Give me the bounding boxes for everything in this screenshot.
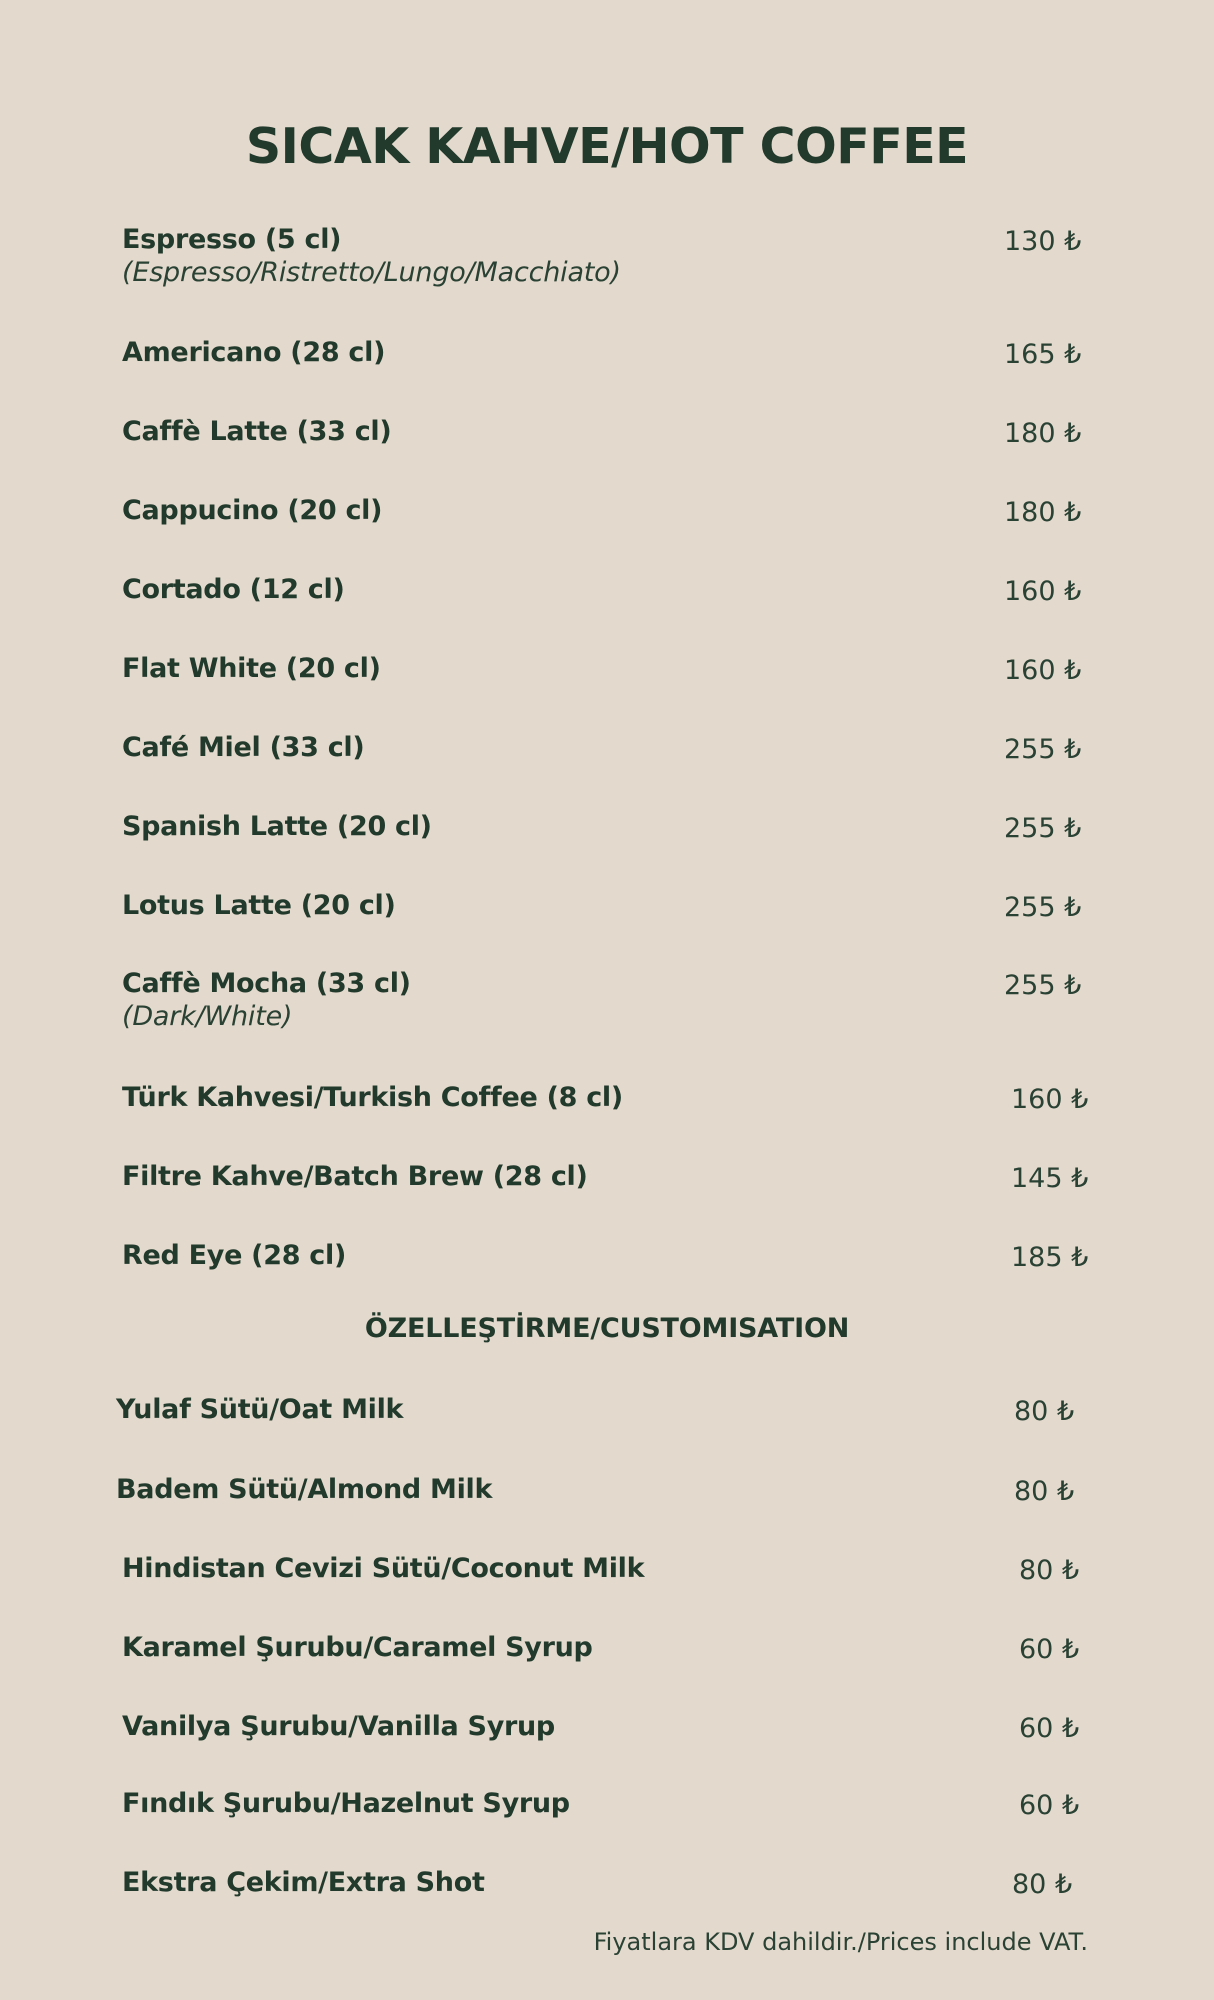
menu-item-caffe-mocha	[122, 968, 1082, 1034]
customisation-item-caramel-syrup	[122, 1632, 1082, 1664]
item-price: 255 ₺	[1004, 970, 1082, 1001]
item-name: Cortado (12 cl)	[122, 574, 345, 605]
menu-item-cafe-miel	[122, 732, 1082, 764]
item-price: 185 ₺	[1011, 1242, 1089, 1273]
item-name: Café Miel (33 cl)	[122, 732, 365, 763]
item-name: Hindistan Cevizi Sütü/Coconut Milk	[122, 1553, 645, 1584]
item-price: 60 ₺	[1019, 1790, 1080, 1821]
item-name: Lotus Latte (20 cl)	[122, 890, 396, 921]
menu-item-cappucino	[122, 495, 1082, 527]
item-price: 80 ₺	[1012, 1869, 1073, 1900]
item-name: Badem Sütü/Almond Milk	[116, 1474, 493, 1505]
customisation-item-coconut-milk	[122, 1553, 1082, 1585]
item-price: 255 ₺	[1004, 813, 1082, 844]
item-name: Espresso (5 cl)	[122, 224, 342, 255]
menu-item-flat-white	[122, 653, 1082, 685]
item-name: Karamel Şurubu/Caramel Syrup	[122, 1632, 593, 1663]
item-name: Filtre Kahve/Batch Brew (28 cl)	[122, 1161, 588, 1192]
item-price: 80 ₺	[1014, 1476, 1075, 1507]
item-price: 130 ₺	[1004, 226, 1082, 257]
item-price: 255 ₺	[1004, 734, 1082, 765]
menu-title: SICAK KAHVE/HOT COFFEE	[245, 118, 969, 175]
item-price: 160 ₺	[1004, 576, 1082, 607]
menu-item-espresso	[122, 224, 1082, 290]
item-price: 80 ₺	[1019, 1555, 1080, 1586]
item-variants: (Dark/White)	[122, 1001, 293, 1032]
item-name: Caffè Mocha (33 cl)	[122, 968, 411, 999]
menu-item-batch-brew	[122, 1161, 1089, 1194]
item-name: Flat White (20 cl)	[122, 653, 381, 684]
item-price: 180 ₺	[1004, 497, 1082, 528]
item-variants: (Espresso/Ristretto/Lungo/Macchiato)	[122, 257, 621, 288]
item-price: 255 ₺	[1004, 892, 1082, 923]
item-price: 160 ₺	[1004, 655, 1082, 686]
menu-item-lotus-latte	[122, 890, 1082, 922]
item-name: Yulaf Sütü/Oat Milk	[116, 1394, 404, 1425]
item-price: 60 ₺	[1019, 1713, 1080, 1744]
item-name: Türk Kahvesi/Turkish Coffee (8 cl)	[122, 1082, 623, 1113]
item-name: Caffè Latte (33 cl)	[122, 416, 392, 447]
item-name: Red Eye (28 cl)	[122, 1240, 346, 1271]
item-name: Americano (28 cl)	[122, 337, 386, 368]
menu-item-americano	[122, 337, 1082, 369]
vat-footnote: Fiyatlara KDV dahildir./Prices include VAT.	[593, 1928, 1088, 1956]
menu-item-cortado	[122, 574, 1082, 606]
customisation-item-hazelnut-syrup	[122, 1788, 1082, 1820]
customisation-item-oat-milk	[116, 1394, 1076, 1426]
customisation-heading: ÖZELLEŞTİRME/CUSTOMISATION	[364, 1313, 850, 1344]
menu-item-turkish-coffee	[122, 1082, 1089, 1115]
item-name: Ekstra Çekim/Extra Shot	[122, 1867, 485, 1898]
item-name: Spanish Latte (20 cl)	[122, 811, 432, 842]
item-price: 80 ₺	[1014, 1396, 1075, 1427]
item-price: 60 ₺	[1019, 1634, 1080, 1665]
menu-item-spanish-latte	[122, 811, 1082, 843]
item-price: 145 ₺	[1011, 1163, 1089, 1194]
item-name: Cappucino (20 cl)	[122, 495, 383, 526]
item-price: 165 ₺	[1004, 339, 1082, 370]
customisation-item-vanilla-syrup	[122, 1711, 1082, 1743]
item-name: Vanilya Şurubu/Vanilla Syrup	[122, 1711, 555, 1742]
customisation-item-almond-milk	[116, 1474, 1076, 1506]
menu-item-red-eye	[122, 1240, 1089, 1273]
menu-item-caffe-latte	[122, 416, 1082, 448]
item-price: 180 ₺	[1004, 418, 1082, 449]
item-price: 160 ₺	[1011, 1084, 1089, 1115]
item-name: Fındık Şurubu/Hazelnut Syrup	[122, 1788, 570, 1819]
customisation-item-extra-shot	[122, 1867, 1082, 1899]
